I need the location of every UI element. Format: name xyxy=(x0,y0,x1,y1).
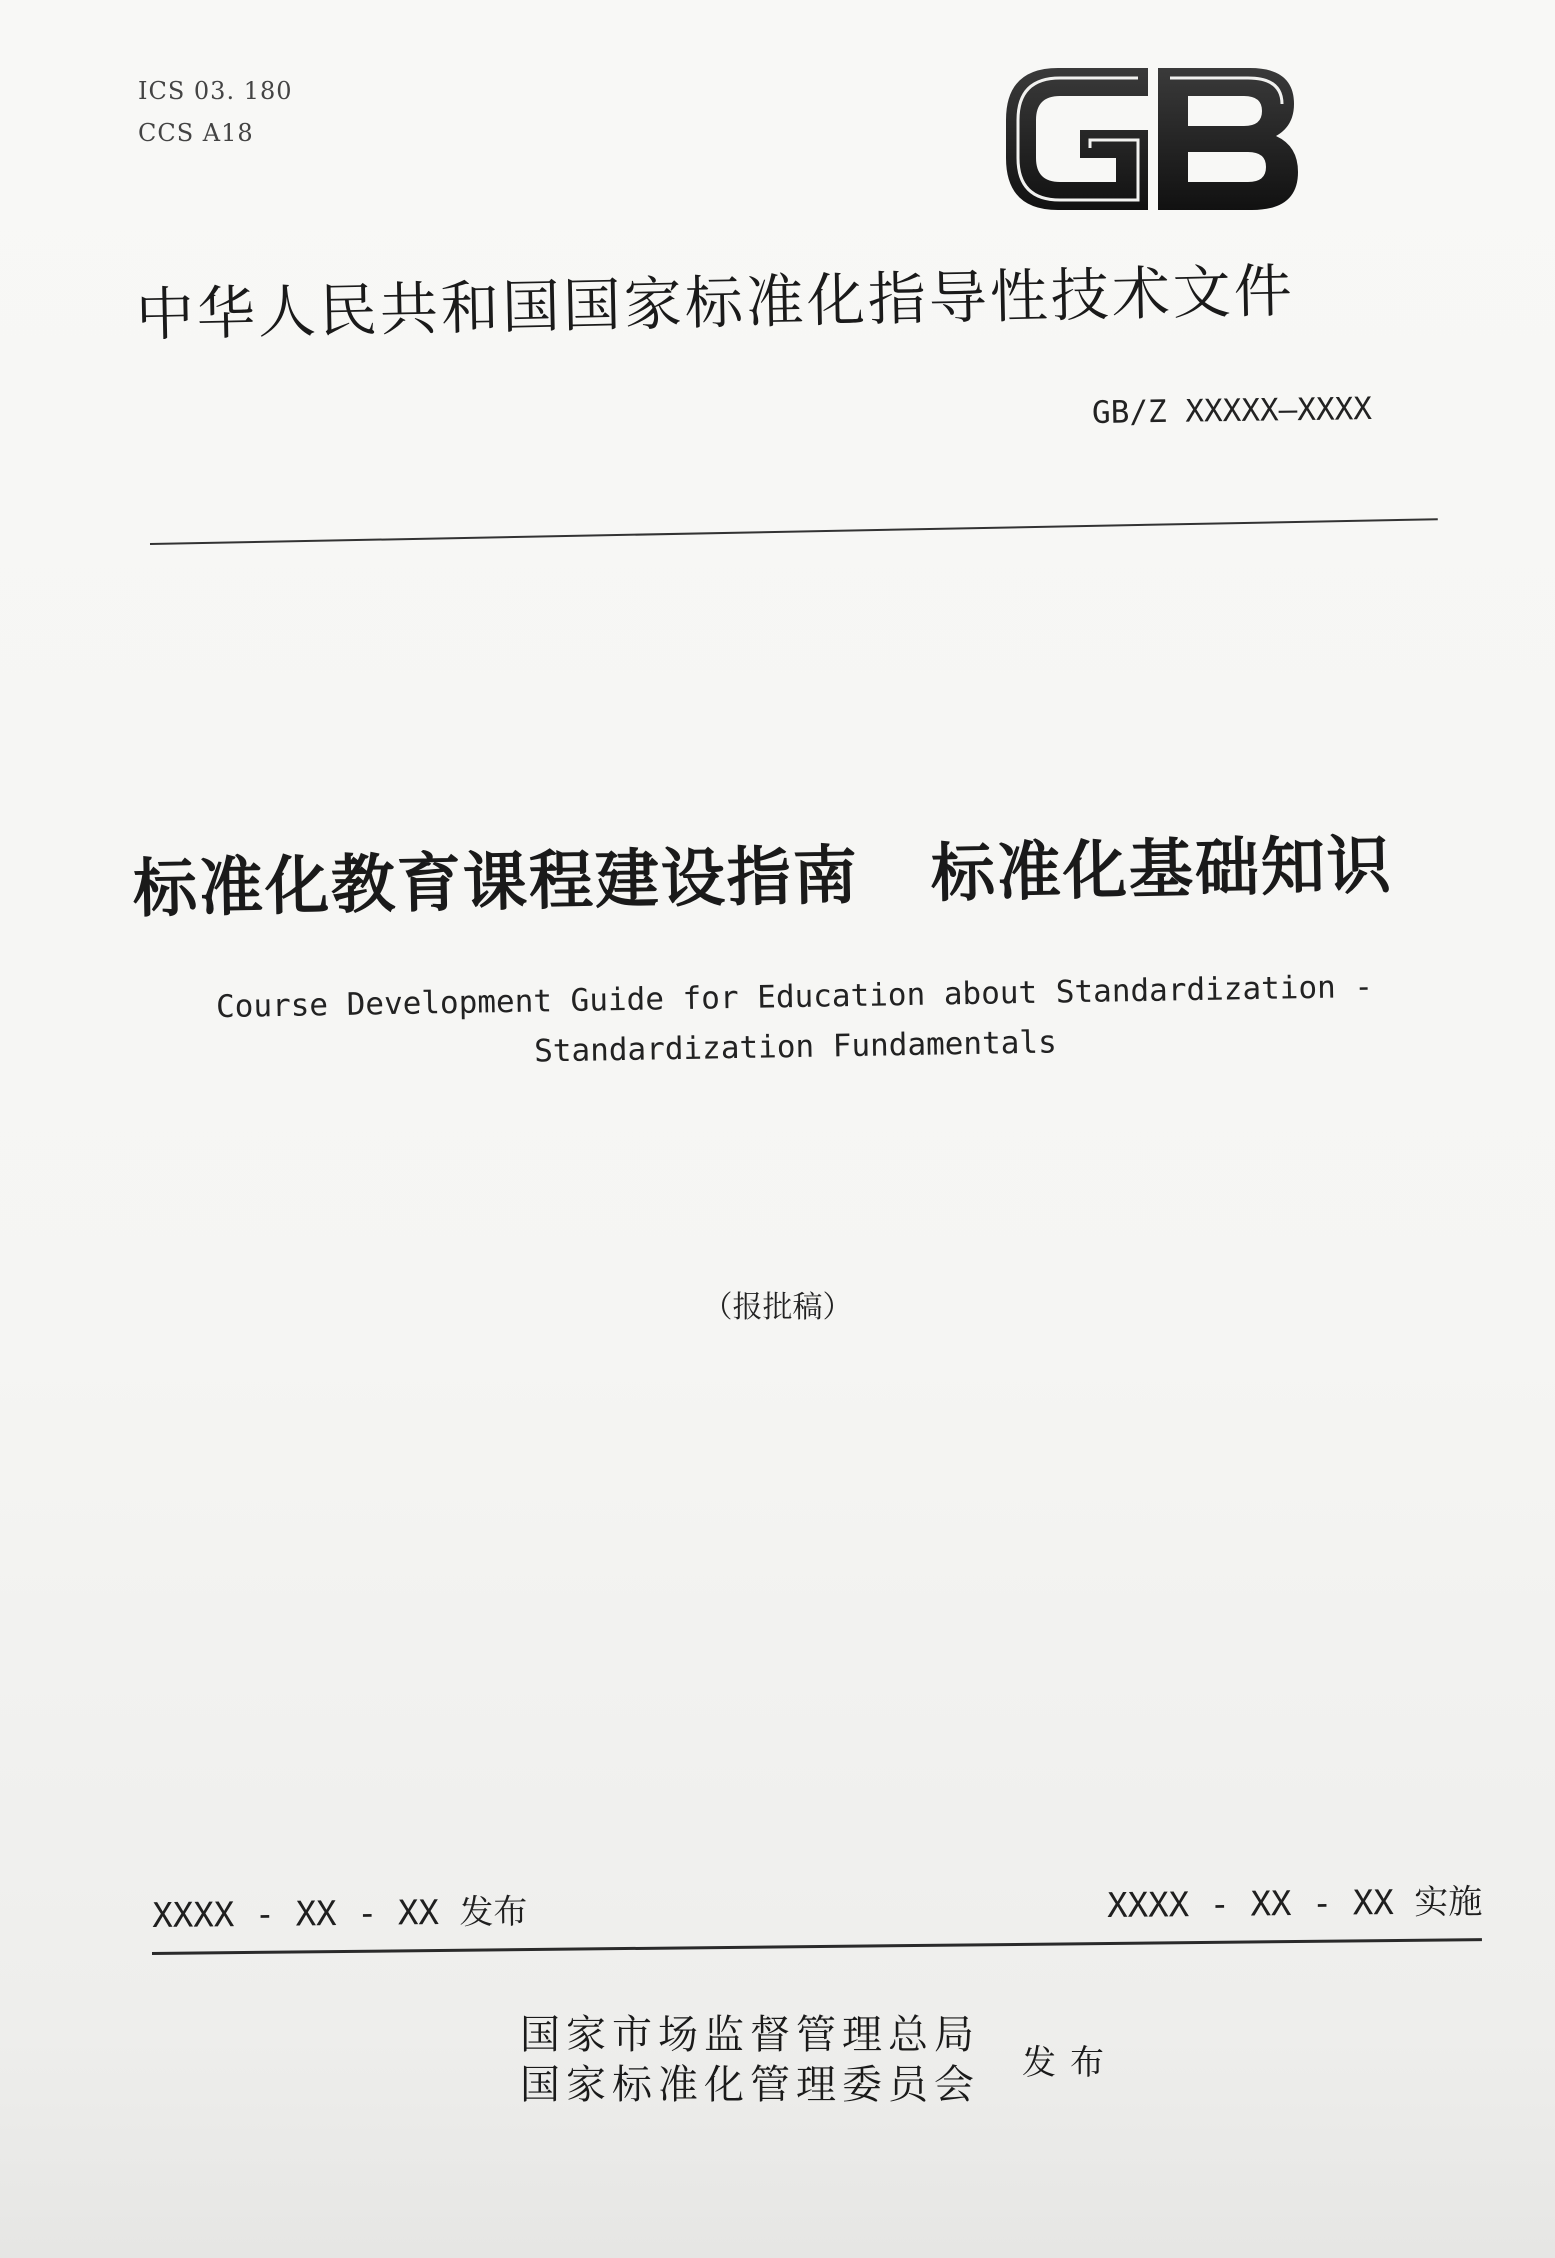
standard-number: GB/Z XXXXX—XXXX xyxy=(1091,391,1373,431)
english-title xyxy=(179,961,1411,1082)
issue-date xyxy=(152,1884,528,1937)
issuer-samr: 国家市场监督管理总局 xyxy=(520,2012,980,2058)
top-divider xyxy=(150,518,1438,545)
classification-codes xyxy=(138,70,293,154)
issuing-authorities xyxy=(520,2010,980,2110)
chinese-title xyxy=(132,814,1394,930)
document-type-heading: 中华人民共和国国家标准化指导性技术文件 xyxy=(135,256,1296,349)
dates-row xyxy=(152,1874,1483,1948)
implementation-date-label: 实施 xyxy=(1414,1882,1483,1923)
implementation-date xyxy=(1107,1874,1483,1927)
chinese-title-part2: 标准化基础知识 xyxy=(930,828,1394,912)
gb-logo xyxy=(998,60,1303,218)
ccs-code: CCS A18 xyxy=(138,119,254,147)
ics-code: ICS 03. 180 xyxy=(138,77,293,105)
issuer-sac: 国家标准化管理委员会 xyxy=(520,2062,980,2108)
issue-date-label: 发布 xyxy=(459,1892,528,1933)
issue-word: 发布 xyxy=(1022,2043,1118,2083)
issue-date-value: XXXX - XX - XX xyxy=(152,1892,440,1936)
chinese-title-part1: 标准化教育课程建设指南 xyxy=(132,839,860,927)
english-title-line2: Standardization Fundamentals xyxy=(533,1024,1058,1070)
implementation-date-value: XXXX - XX - XX xyxy=(1106,1882,1394,1926)
english-title-line1: Course Development Guide for Education about Standardization - xyxy=(215,968,1374,1026)
draft-status: （报批稿） xyxy=(702,1290,853,1325)
